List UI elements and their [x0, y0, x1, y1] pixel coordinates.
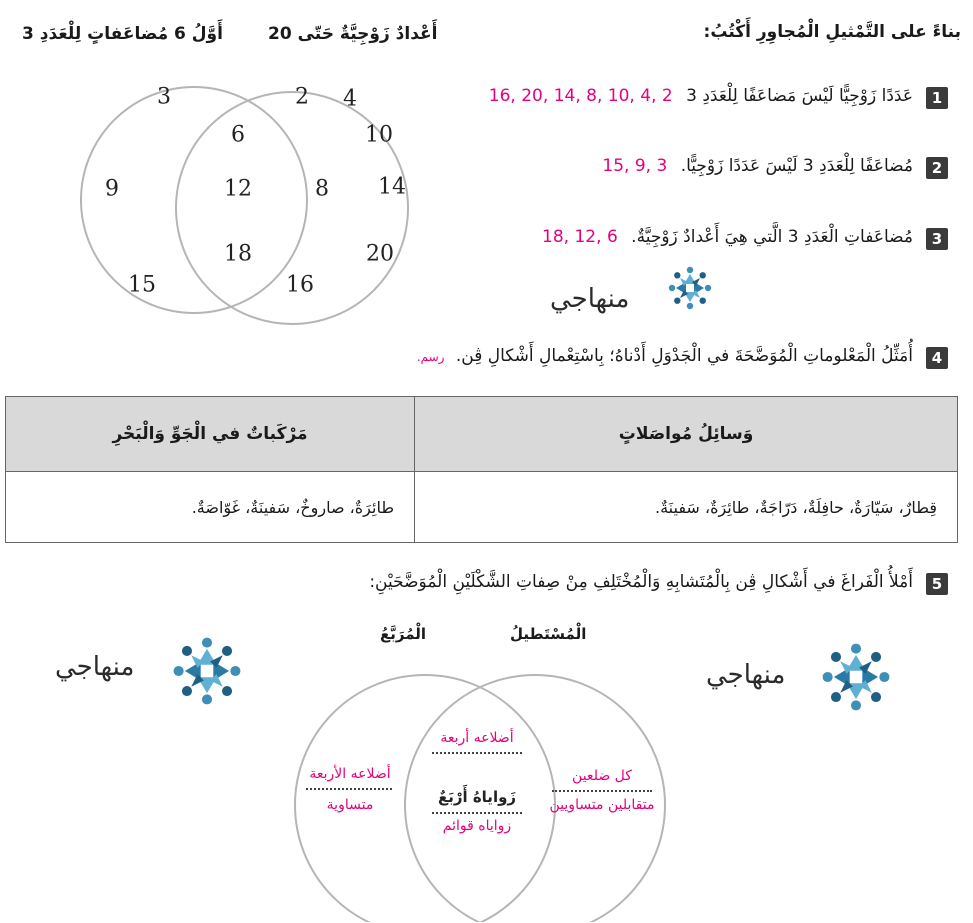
question-number-badge: 1	[926, 87, 948, 109]
answer-text: 2 ,4 ,10 ,8 ,14 ,20 ,16	[488, 86, 673, 106]
manhaji-logo-text: منهاجي	[550, 284, 630, 314]
venn2-printed-text: زَواياهُ أَرْبَعٌ	[437, 788, 517, 806]
venn1-number: 8	[315, 176, 329, 202]
instruction-text: بناءً على التَّمْثيلِ الْمُجاوِرِ أَكْتُبُ:	[703, 22, 961, 42]
venn1-number: 2	[295, 84, 309, 110]
table-cell: طائِرَةٌ، صاروخٌ، سَفينَةٌ، غَوّاصَةٌ.	[6, 472, 415, 543]
venn1-number: 3	[157, 84, 171, 110]
table-header: وَسائِلُ مُواصَلاتٍ	[415, 397, 958, 472]
venn1-number: 18	[224, 241, 252, 267]
venn1-left-title: أَوَّلُ 6 مُضاعَفاتٍ لِلْعَدَدِ 3	[22, 24, 223, 44]
venn1-number: 14	[378, 174, 406, 200]
venn1-number: 15	[128, 272, 156, 298]
question-1-text	[489, 86, 913, 106]
venn2-right-title: الْمُسْتَطيلُ	[510, 625, 587, 643]
venn1-number: 16	[286, 272, 314, 298]
question-text: أَمْلأُ الْفَراغَ في أَشْكالِ ڤِن بِالْمُتَشابِهِ وَالْمُخْتَلِفِ مِنْ صِفاتِ الشَّكْلَيْنِ الْمُوَضَّحَيْنِ:	[369, 572, 913, 592]
table-header: مَرْكَباتٌ في الْجَوِّ وَالْبَحْرِ	[6, 397, 415, 472]
answer-text: رسم.	[416, 350, 445, 364]
venn1-diagram	[40, 80, 440, 330]
manhaji-logo-icon	[166, 630, 248, 712]
question-2-text	[602, 156, 913, 176]
manhaji-logo-text: منهاجي	[55, 652, 135, 682]
venn2-both-answer: زواياه قوائم	[442, 818, 512, 834]
venn1-right-title: أَعْدادٌ زَوْجِيَّةٌ حَتّى 20	[268, 24, 438, 44]
venn2-right-answer: متقابلين متساويين	[549, 797, 655, 813]
answer-dotted-line	[432, 752, 522, 754]
answer-dotted-line	[552, 790, 652, 792]
question-number-badge: 4	[926, 347, 948, 369]
question-number-badge: 3	[926, 228, 948, 250]
question-4-text	[417, 346, 913, 366]
venn2-left-answer: أضلاعه الأربعة	[309, 766, 391, 782]
venn1-number: 10	[365, 122, 393, 148]
venn1-number: 6	[231, 122, 245, 148]
venn1-number: 12	[224, 176, 252, 202]
table-cell: قِطارٌ، سَيّارَةٌ، حافِلَةٌ، دَرّاجَةٌ، طائِرَةٌ، سَفينَةٌ.	[415, 472, 958, 543]
question-number-badge: 5	[926, 573, 948, 595]
info-table	[5, 396, 958, 543]
question-text: عَدَدًا زَوْجِيًّا لَيْسَ مَضاعَفًا لِلْعَدَدِ 3	[686, 86, 913, 106]
question-3-text	[542, 227, 913, 247]
venn2-both-answer: أضلاعه أربعة	[440, 730, 514, 746]
answer-text: 3 ,9 ,15	[602, 156, 668, 176]
question-number-badge: 2	[926, 157, 948, 179]
venn1-number: 20	[366, 241, 394, 267]
answer-text: 6 ,12 ,18	[542, 227, 618, 247]
manhaji-logo-text: منهاجي	[706, 660, 786, 690]
question-text: مُضاعَفًا لِلْعَدَدِ 3 لَيْسَ عَدَدًا زَوْجِيًّا.	[680, 156, 913, 176]
venn2-right-answer: كل ضلعين	[572, 768, 632, 784]
venn1-number: 4	[343, 86, 357, 112]
manhaji-logo-icon	[664, 262, 716, 314]
question-5-text	[369, 572, 913, 592]
venn2-left-answer: متساوية	[326, 797, 374, 813]
question-text: أُمَثِّلُ الْمَعْلوماتِ الْمُوَضَّحَةَ في الْجَدْوَلِ أَدْناهُ؛ بِاسْتِعْمالِ أَشْكالِ ڤِن.	[455, 346, 913, 366]
question-text: مُضاعَفاتِ الْعَدَدِ 3 الَّتي هِيَ أَعْدادٌ زَوْجِيَّةٌ.	[631, 227, 913, 247]
answer-dotted-line	[306, 788, 392, 790]
manhaji-logo-icon	[815, 636, 897, 718]
venn2-left-title: الْمُرَبَّعُ	[380, 625, 427, 643]
venn1-number: 9	[105, 176, 119, 202]
answer-dotted-line	[432, 812, 522, 814]
